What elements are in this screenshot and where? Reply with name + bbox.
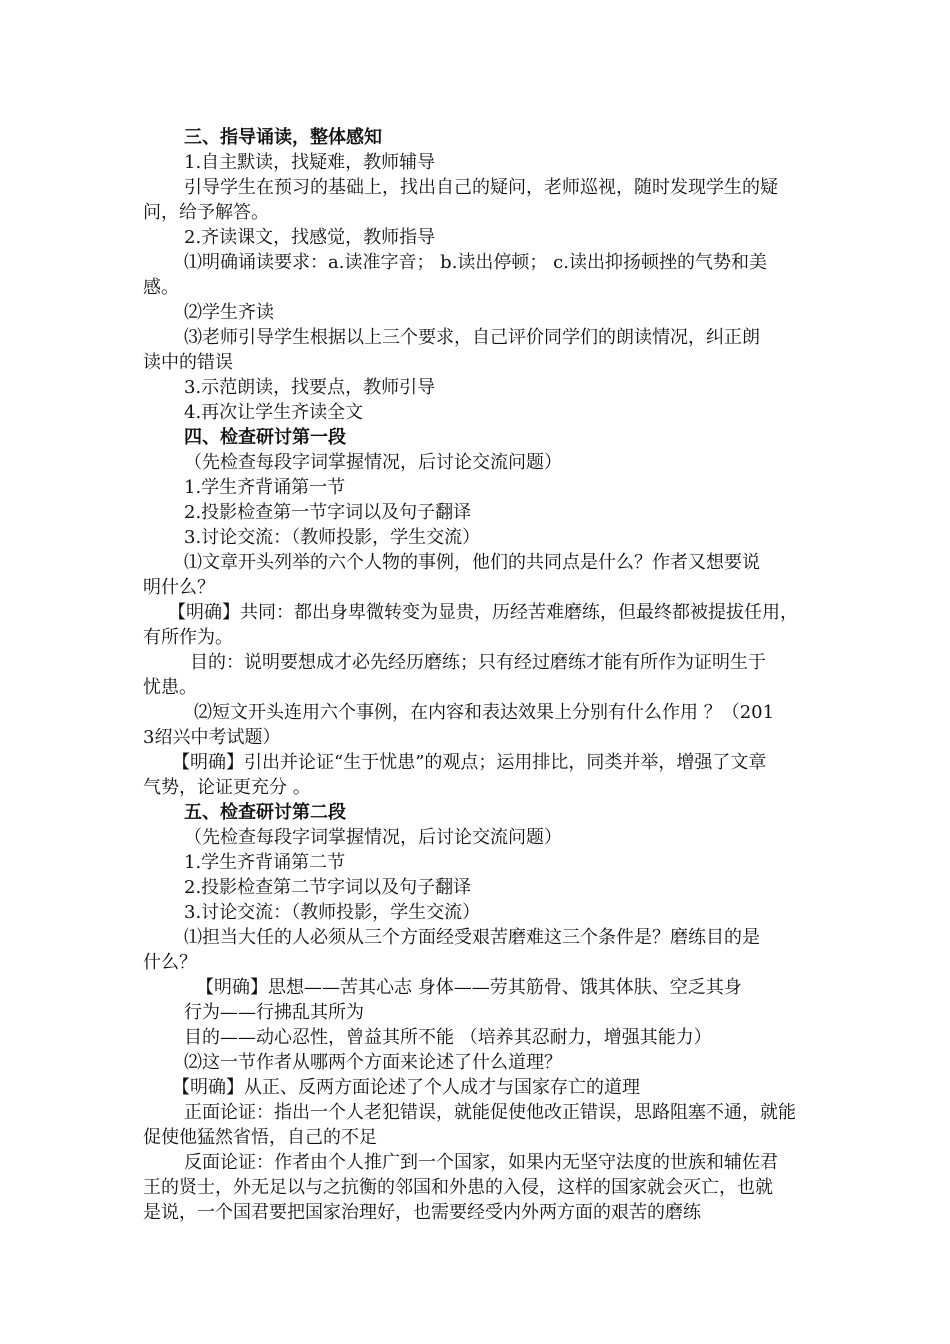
paragraph-line: 有所作为。	[143, 627, 233, 648]
paragraph-line: ⑵短文开头连用六个事例，在内容和表达效果上分别有什么作用 ？（201	[194, 702, 775, 723]
paragraph-line: ⑴文章开头列举的六个人物的事例，他们的共同点是什么？作者又想要说	[184, 552, 760, 573]
paragraph-line: 明什么？	[143, 577, 215, 598]
paragraph-line: 忧患。	[143, 677, 197, 698]
paragraph-line: 【明确】思想——苦其心志 身体——劳其筋骨、饿其体肤、空乏其身	[196, 977, 742, 998]
paragraph-line: ⑴担当大任的人必须从三个方面经受艰苦磨难这三个条件是？磨练目的是	[184, 927, 760, 948]
paragraph-line: 3绍兴中考试题）	[143, 727, 281, 748]
paragraph-line: （先检查每段字词掌握情况，后讨论交流问题）	[184, 452, 562, 473]
paragraph-line: 2.齐读课文，找感觉，教师指导	[184, 227, 436, 248]
paragraph-line: 是说，一个国君要把国家治理好，也需要经受内外两方面的艰苦的磨练	[143, 1202, 701, 1223]
paragraph-line: 1.自主默读，找疑难，教师辅导	[184, 152, 436, 173]
paragraph-line: 气势，论证更充分 。	[143, 777, 311, 798]
paragraph-line: 目的——动心忍性，曾益其所不能 （培养其忍耐力，增强其能力）	[184, 1027, 712, 1048]
paragraph-line: 读中的错误	[143, 352, 233, 373]
paragraph-line: 2.投影检查第二节字词以及句子翻译	[184, 877, 472, 898]
paragraph-line: 问，给予解答。	[143, 202, 269, 223]
paragraph-line: 1.学生齐背诵第一节	[184, 477, 346, 498]
paragraph-line: 【明确】引出并论证“生于忧患”的观点；运用排比，同类并举，增强了文章	[172, 752, 767, 773]
heading-section-3: 三、指导诵读，整体感知	[184, 127, 382, 148]
paragraph-line: ⑴明确诵读要求：a.读准字音； b.读出停顿； c.读出抑扬顿挫的气势和美	[184, 252, 767, 273]
paragraph-line: 【明确】从正、反两方面论述了个人成才与国家存亡的道理	[172, 1077, 640, 1098]
paragraph-line: 4.再次让学生齐读全文	[184, 402, 364, 423]
paragraph-line: 引导学生在预习的基础上，找出自己的疑问，老师巡视，随时发现学生的疑	[184, 177, 778, 198]
paragraph-line: 行为——行拂乱其所为	[184, 1002, 364, 1023]
paragraph-line: ⑵学生齐读	[184, 302, 274, 323]
paragraph-line: 【明确】共同：都出身卑微转变为显贵，历经苦难磨练，但最终都被提拔任用，	[168, 602, 798, 623]
heading-section-4: 四、检查研讨第一段	[184, 427, 346, 448]
paragraph-line: 正面论证：指出一个人老犯错误，就能促使他改正错误，思路阻塞不通，就能	[184, 1102, 796, 1123]
paragraph-line: ⑵这一节作者从哪两个方面来论述了什么道理？	[184, 1052, 562, 1073]
paragraph-line: 3.讨论交流：（教师投影，学生交流）	[184, 902, 481, 923]
paragraph-line: 反面论证：作者由个人推广到一个国家，如果内无坚守法度的世族和辅佐君	[184, 1152, 778, 1173]
paragraph-line: 感。	[143, 277, 179, 298]
paragraph-line: 目的：说明要想成才必先经历磨练；只有经过磨练才能有所作为证明生于	[190, 652, 766, 673]
paragraph-line: 什么？	[143, 952, 197, 973]
paragraph-line: 3.讨论交流：（教师投影，学生交流）	[184, 527, 481, 548]
heading-section-5: 五、检查研讨第二段	[184, 802, 346, 823]
paragraph-line: 王的贤士，外无足以与之抗衡的邻国和外患的入侵，这样的国家就会灭亡，也就	[143, 1177, 773, 1198]
paragraph-line: 1.学生齐背诵第二节	[184, 852, 346, 873]
paragraph-line: ⑶老师引导学生根据以上三个要求，自己评价同学们的朗读情况，纠正朗	[184, 327, 760, 348]
paragraph-line: 促使他猛然省悟，自己的不足	[143, 1127, 377, 1148]
paragraph-line: （先检查每段字词掌握情况，后讨论交流问题）	[184, 827, 562, 848]
paragraph-line: 3.示范朗读，找要点，教师引导	[184, 377, 436, 398]
paragraph-line: 2.投影检查第一节字词以及句子翻译	[184, 502, 472, 523]
